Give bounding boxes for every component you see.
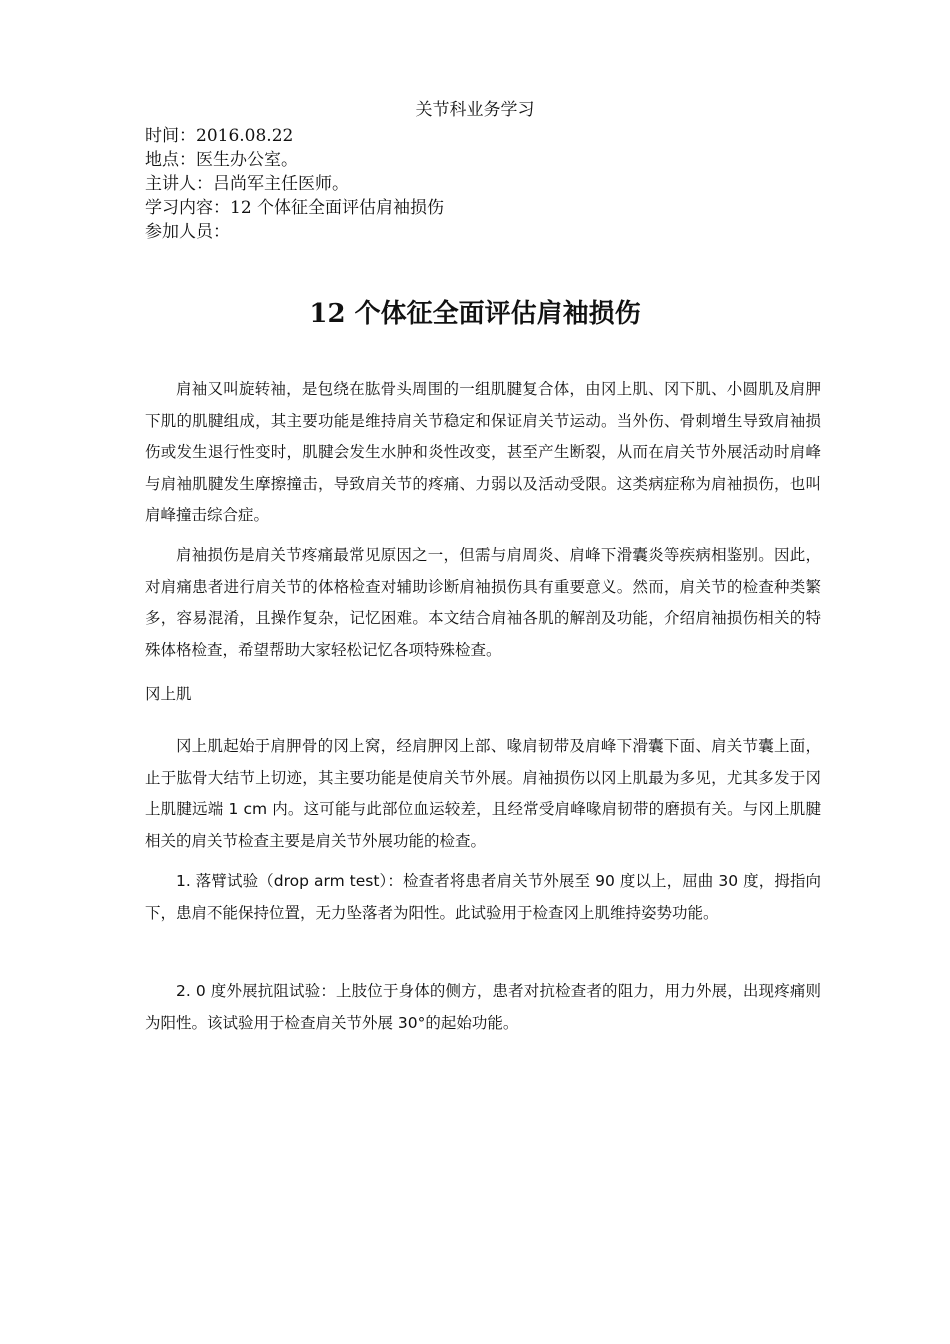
- meeting-info: [145, 124, 825, 244]
- intro-paragraph-2: 肩袖损伤是肩关节疼痛最常见原因之一，但需与肩周炎、肩峰下滑囊炎等疾病相鉴别。因此，对肩痛患者进行肩关节的体格检查对辅助诊断肩袖损伤具有重要意义。然而，肩关节的检查种类繁多，容易混淆，且操作复杂，记忆困难。本文结合肩袖各肌的解剖及功能，介绍肩袖损伤相关的特殊体格检查，希望帮助大家轻松记忆各项特殊检查。: [145, 546, 821, 659]
- document-header-title: 关节科业务学习: [415, 100, 535, 120]
- test-item-1: 1. 落臂试验（drop arm test）：检查者将患者肩关节外展至 90 度以上，屈曲 30 度，拇指向下，患肩不能保持位置，无力坠落者为阳性。此试验用于检查冈上肌维持姿势功能。: [145, 872, 821, 922]
- meeting-speaker: 主讲人：吕尚军主任医师。: [145, 174, 349, 194]
- meeting-place: 地点：医生办公室。: [145, 150, 298, 170]
- meeting-time: 时间：2016.08.22: [145, 126, 294, 146]
- meeting-content: 学习内容：12 个体征全面评估肩袖损伤: [145, 198, 445, 218]
- meeting-attendees: 参加人员：: [145, 222, 230, 242]
- article-title: 12 个体征全面评估肩袖损伤: [309, 299, 641, 329]
- section-paragraph-1: 冈上肌起始于肩胛骨的冈上窝，经肩胛冈上部、喙肩韧带及肩峰下滑囊下面、肩关节囊上面，止于肱骨大结节上切迹，其主要功能是使肩关节外展。肩袖损伤以冈上肌最为多见，尤其多发于冈上肌腱远端 1 cm 内。这可能与此部位血运较差，且经常受肩峰喙肩韧带的磨损有关。与冈上肌腱相关的肩关节检查主要是肩关节外展功能的检查。: [145, 737, 821, 850]
- intro-paragraph-1: 肩袖又叫旋转袖，是包绕在肱骨头周围的一组肌腱复合体，由冈上肌、冈下肌、小圆肌及肩胛下肌的肌腱组成，其主要功能是维持肩关节稳定和保证肩关节运动。当外伤、骨刺增生导致肩袖损伤或发生退行性变时，肌腱会发生水肿和炎性改变，甚至产生断裂，从而在肩关节外展活动时肩峰与肩袖肌腱发生摩擦撞击，导致肩关节的疼痛、力弱以及活动受限。这类病症称为肩袖损伤，也叫肩峰撞击综合症。: [145, 380, 821, 524]
- section-heading: 冈上肌: [145, 685, 192, 703]
- test-item-2: 2. 0 度外展抗阻试验：上肢位于身体的侧方，患者对抗检查者的阻力，用力外展，出现疼痛则为阳性。该试验用于检查肩关节外展 30°的起始功能。: [145, 982, 821, 1032]
